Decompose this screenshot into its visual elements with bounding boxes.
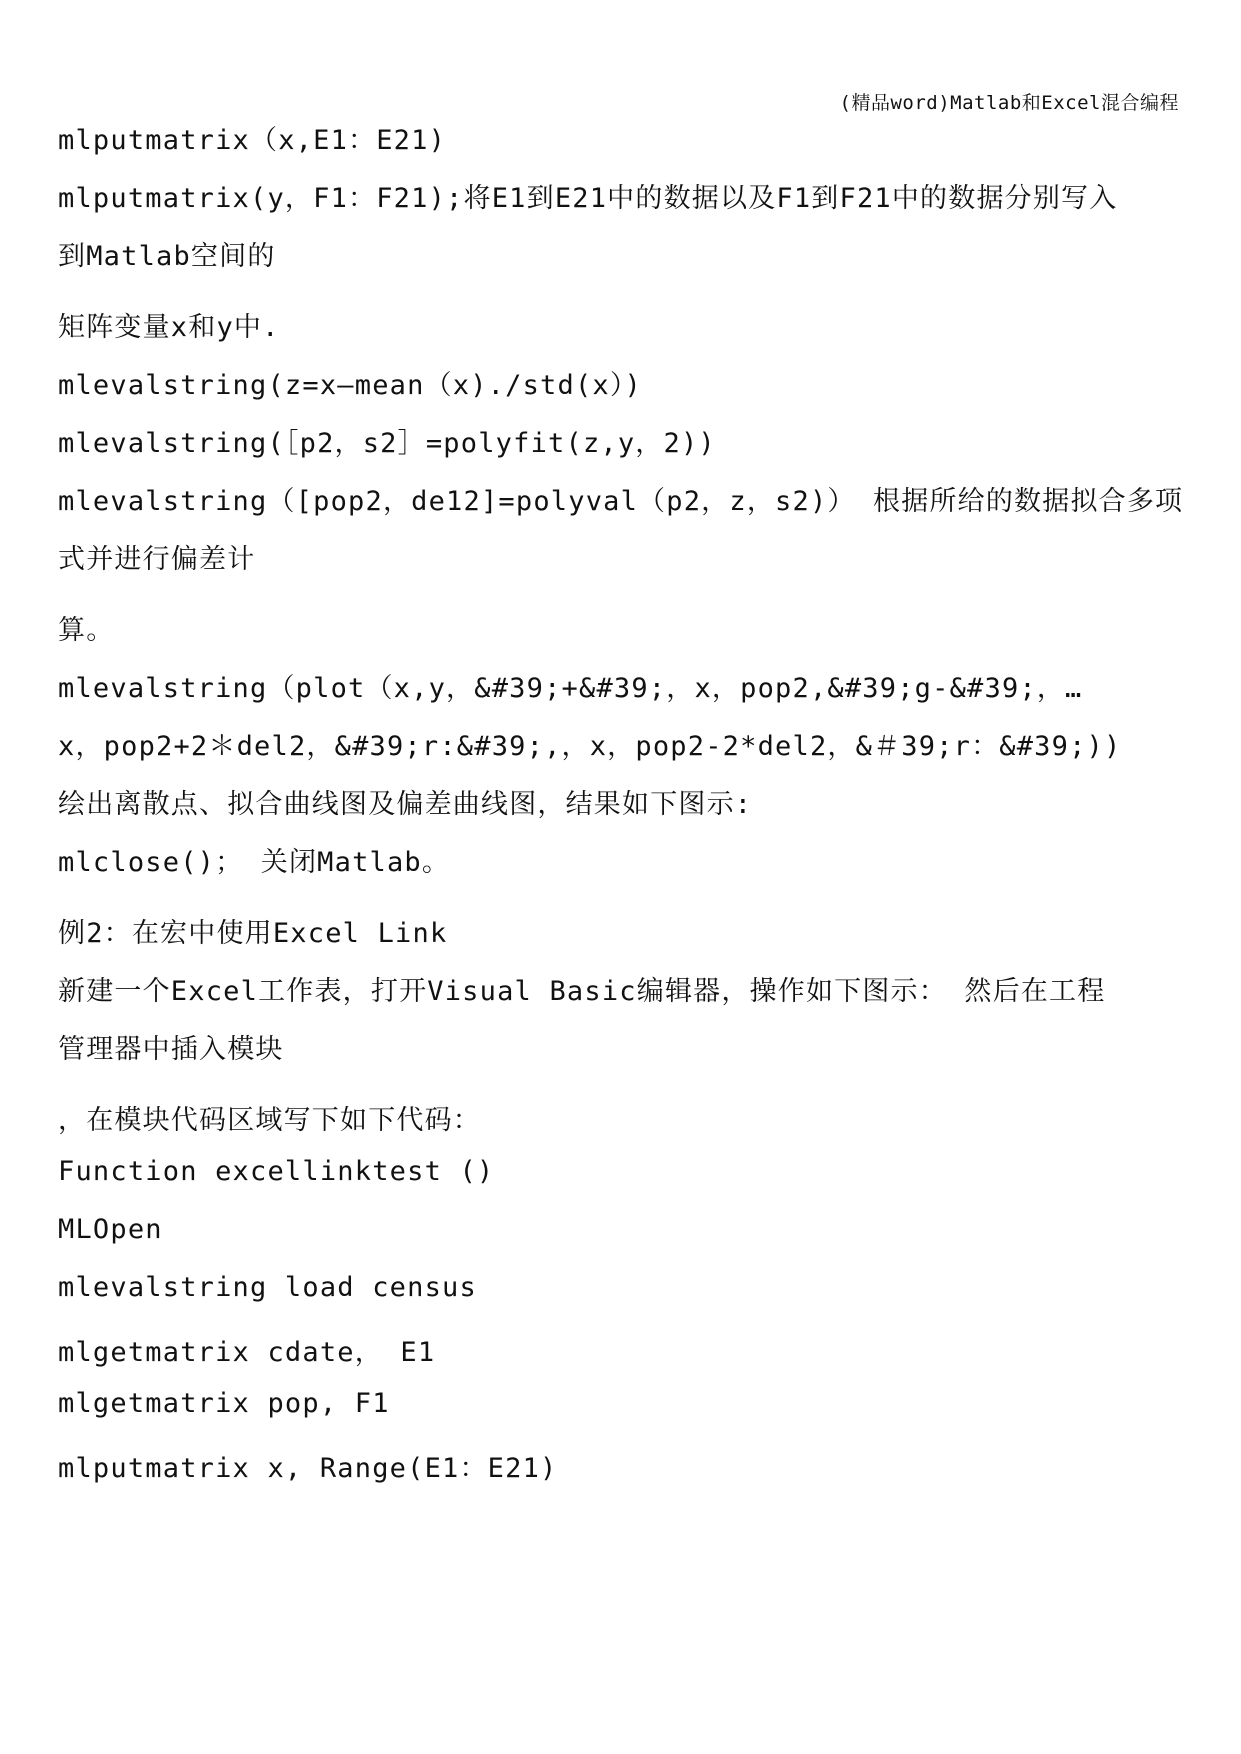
text-line: 矩阵变量x和y中.: [58, 312, 280, 343]
text-line: Function excellinktest (): [58, 1156, 495, 1187]
text-line: 算。: [58, 615, 115, 646]
text-line: mlevalstring load census: [58, 1272, 477, 1303]
text-line: mlputmatrix（x,E1：E21): [58, 125, 447, 156]
text-line: 到Matlab空间的: [58, 241, 276, 272]
text-line: mlgetmatrix pop, F1: [58, 1388, 390, 1419]
text-line: mlevalstring(z=x—mean（x)./std(x）): [58, 370, 643, 401]
text-line: mlputmatrix(y，F1：F21);将E1到E21中的数据以及F1到F21中的数据分别写入: [58, 183, 1118, 214]
text-line: ，在模块代码区域写下如下代码：: [58, 1105, 481, 1136]
text-line: MLOpen: [58, 1214, 163, 1245]
text-line: mlevalstring(［p2，s2］=polyfit(z,y，2)): [58, 428, 716, 459]
text-line: mlevalstring（plot（x,y，&#39;+&#39;，x，pop2,&#39;g-&#39;，…: [58, 673, 1083, 704]
text-line: mlclose()； 关闭Matlab。: [58, 847, 451, 878]
text-line: 式并进行偏差计: [58, 544, 256, 575]
text-line: mlputmatrix x, Range(E1：E21): [58, 1453, 558, 1484]
text-line: mlgetmatrix cdate， E1: [58, 1337, 436, 1368]
text-line: 例2：在宏中使用Excel Link: [58, 918, 448, 949]
text-line: mlevalstring（[pop2，de12]=polyval（p2，z，s2)） 根据所给的数据拟合多项: [58, 486, 1184, 517]
text-line: 新建一个Excel工作表，打开Visual Basic编辑器，操作如下图示： 然后在工程: [58, 976, 1106, 1007]
text-line: x，pop2+2＊del2，&#39;r:&#39;,，x，pop2-2*del2，&＃39;r：&#39;)): [58, 731, 1122, 762]
text-line: 绘出离散点、拟合曲线图及偏差曲线图，结果如下图示:: [58, 789, 753, 820]
text-line: 管理器中插入模块: [58, 1034, 284, 1065]
page-header: (精品word)Matlab和Excel混合编程: [839, 92, 1179, 114]
